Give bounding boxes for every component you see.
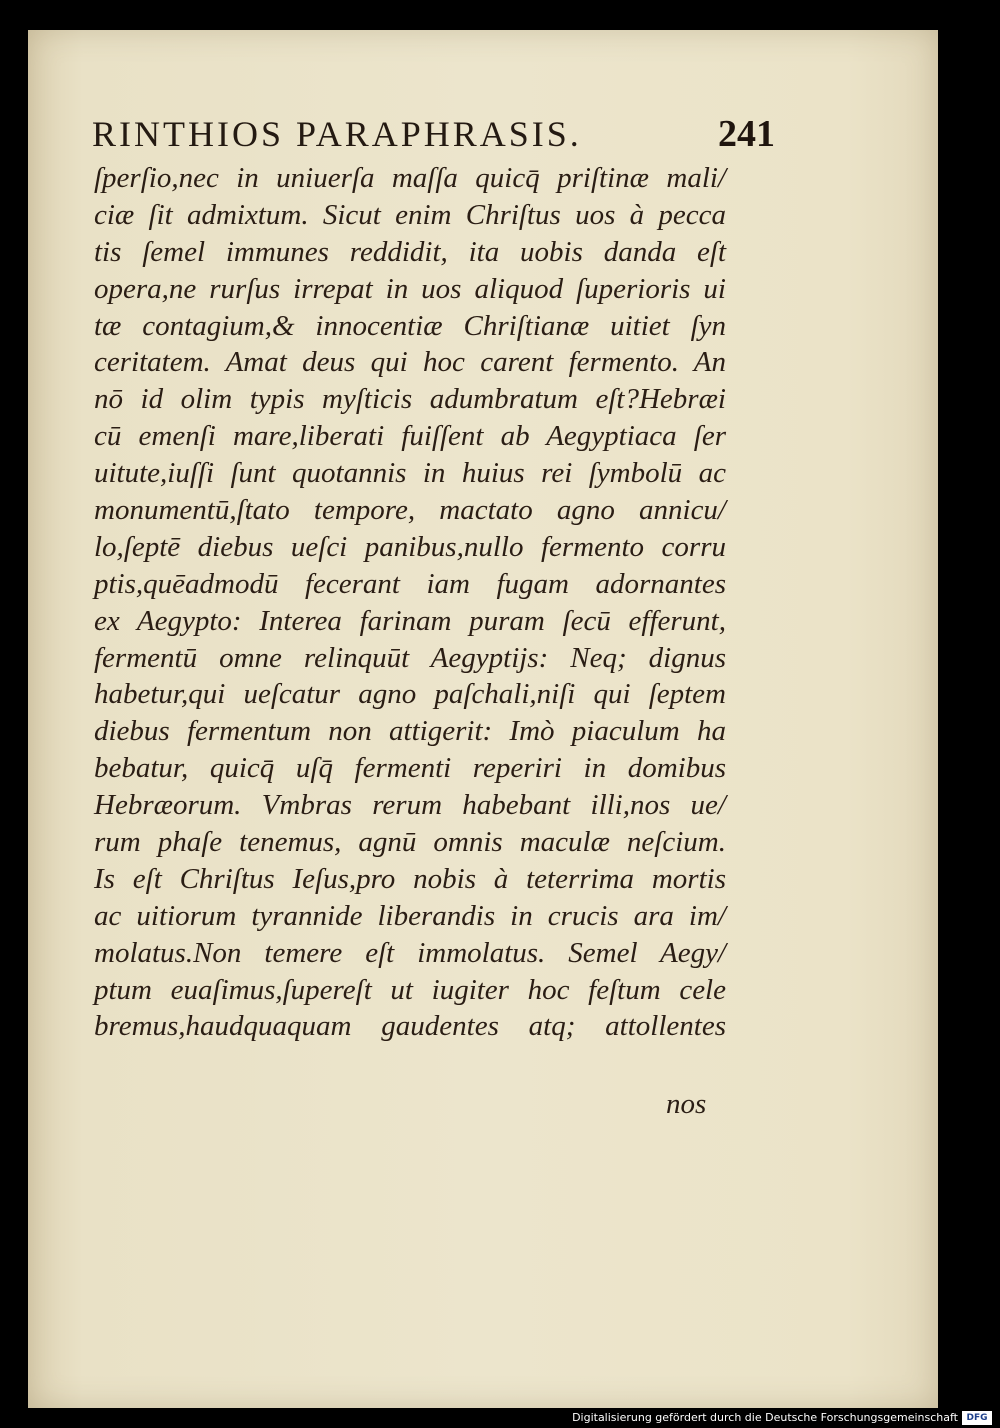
text-line: molatus.Non temere eſt immolatus. Semel Aegy/ — [94, 936, 726, 969]
footer-bar — [0, 1408, 1000, 1428]
funding-credit: Digitalisierung gefördert durch die Deutsche Forschungsgemeinschaft — [572, 1411, 958, 1424]
text-line: rum phaſe tenemus, agnū omnis maculæ neſcium. — [94, 826, 726, 859]
text-line: diebus fermentum non attigerit: Imò piaculum ha — [94, 715, 726, 748]
text-line: ac uitiorum tyrannide liberandis in crucis ara im/ — [94, 899, 726, 932]
text-line: fermentū omne relinquūt Aegyptijs: Neq; dignus — [94, 641, 726, 674]
text-line: bebatur, quicq̄ uſq̄ fermenti reperiri in domibus — [94, 752, 726, 785]
text-line: opera,ne rurſus irrepat in uos aliquod ſuperioris ui — [94, 272, 726, 305]
text-line: ptum euaſimus,ſupereſt ut iugiter hoc feſtum cele — [94, 973, 726, 1006]
dfg-logo-icon: DFG — [962, 1411, 992, 1425]
text-line: ptis,quēadmodū fecerant iam fugam adornantes — [94, 567, 726, 600]
text-line: nō id olim typis myſticis adumbratum eſt?Hebræi — [94, 383, 726, 416]
text-line: uitute,iuſſi ſunt quotannis in huius rei ſymbolū ac — [94, 457, 726, 490]
text-line: habetur,qui ueſcatur agno paſchali,niſi qui ſeptem — [94, 678, 726, 711]
body-text — [94, 160, 726, 1045]
text-line: ſperſio,nec in uniuerſa maſſa quicq̄ priſtinæ mali/ — [94, 162, 726, 194]
text-line: ex Aegypto: Interea farinam puram ſecū efferunt, — [94, 604, 726, 637]
text-line: tæ contagium,& innocentiæ Chriſtianæ uitiet ſyn — [94, 309, 726, 342]
text-line: ciæ ſit admixtum. Sicut enim Chriſtus uos à pecca — [94, 198, 726, 231]
text-line: monumentū,ſtato tempore, mactato agno annicu/ — [94, 494, 726, 527]
running-title: RINTHIOS PARAPHRASIS. — [92, 114, 582, 154]
text-line: lo,ſeptē diebus ueſci panibus,nullo fermento corru — [94, 530, 726, 563]
text-line: Hebræorum. Vmbras rerum habebant illi,nos ue/ — [94, 789, 726, 822]
page-number: 241 — [718, 113, 775, 155]
text-line: bremus,haudquaquam gaudentes atq; attollentes — [94, 1010, 726, 1043]
text-line: Is eſt Chriſtus Ieſus,pro nobis à teterrima mortis — [94, 862, 726, 895]
text-line: ceritatem. Amat deus qui hoc carent fermento. An — [94, 346, 726, 379]
text-line: cū emenſi mare,liberati fuiſſent ab Aegyptiaca ſer — [94, 420, 726, 453]
text-line: tis ſemel immunes reddidit, ita uobis danda eſt — [94, 235, 726, 268]
catchword: nos — [666, 1088, 707, 1120]
page-header — [92, 112, 812, 156]
